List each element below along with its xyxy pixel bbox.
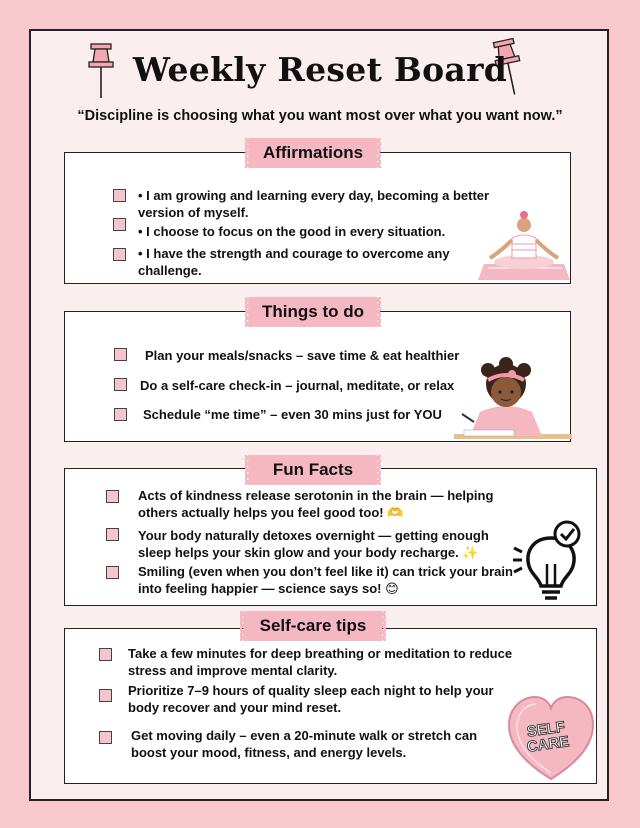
todo-item-1: Plan your meals/snacks – save time & eat healthier — [145, 348, 460, 363]
facts-heading: Fun Facts — [250, 455, 376, 485]
todo-item-2: Do a self-care check-in – journal, meditate, or relax — [140, 378, 455, 393]
lightbulb-check-icon — [511, 518, 591, 604]
todo-item-3: Schedule “me time” – even 30 mins just for YOU — [143, 407, 442, 422]
fact-checkbox-2[interactable] — [106, 528, 119, 541]
affirmation-checkbox-1[interactable] — [113, 189, 126, 202]
selfcare-checkbox-1[interactable] — [99, 648, 112, 661]
fact-item-2: Your body naturally detoxes overnight — getting enough sleep helps your skin glow and your body recharge. ✨ — [138, 528, 489, 560]
affirmation-item-2: • I choose to focus on the good in every situation. — [138, 224, 446, 239]
todo-checkbox-2[interactable] — [114, 378, 127, 391]
affirmations-heading: Affirmations — [250, 138, 376, 168]
todo-heading: Things to do — [250, 297, 376, 327]
fact-item-1: Acts of kindness release serotonin in the brain — helping others actually helps you feel good too! 🫶 — [138, 488, 494, 520]
affirmation-item-1: • I am growing and learning every day, becoming a better version of myself. — [138, 188, 490, 220]
todo-checkbox-3[interactable] — [114, 408, 127, 421]
heart-label: SELF CARE — [525, 718, 571, 756]
quote: “Discipline is choosing what you want most over what you want now.” — [77, 108, 563, 124]
todo-checkbox-1[interactable] — [114, 348, 127, 361]
page-title: Weekly Reset Board — [132, 50, 508, 89]
selfcare-checkbox-2[interactable] — [99, 689, 112, 702]
affirmation-checkbox-3[interactable] — [113, 248, 126, 261]
selfcare-item-2: Prioritize 7–9 hours of quality sleep each night to help your body recover and your mind reset. — [128, 683, 494, 715]
selfcare-item-3: Get moving daily – even a 20-minute walk or stretch can boost your mood, fitness, and energy levels. — [131, 728, 478, 760]
fact-item-3: Smiling (even when you don’t feel like it) can trick your brain into feeling happier — science says so! 😊 — [138, 564, 513, 596]
fact-checkbox-1[interactable] — [106, 490, 119, 503]
meditating-woman-icon — [478, 208, 570, 282]
affirmation-checkbox-2[interactable] — [113, 218, 126, 231]
girl-writing-icon — [450, 352, 572, 442]
selfcare-item-1: Take a few minutes for deep breathing or meditation to reduce stress and improve mental clarity. — [128, 646, 513, 678]
selfcare-checkbox-3[interactable] — [99, 731, 112, 744]
selfcare-heading: Self-care tips — [245, 611, 381, 641]
affirmation-item-3: • I have the strength and courage to overcome any challenge. — [138, 246, 450, 278]
fact-checkbox-3[interactable] — [106, 566, 119, 579]
